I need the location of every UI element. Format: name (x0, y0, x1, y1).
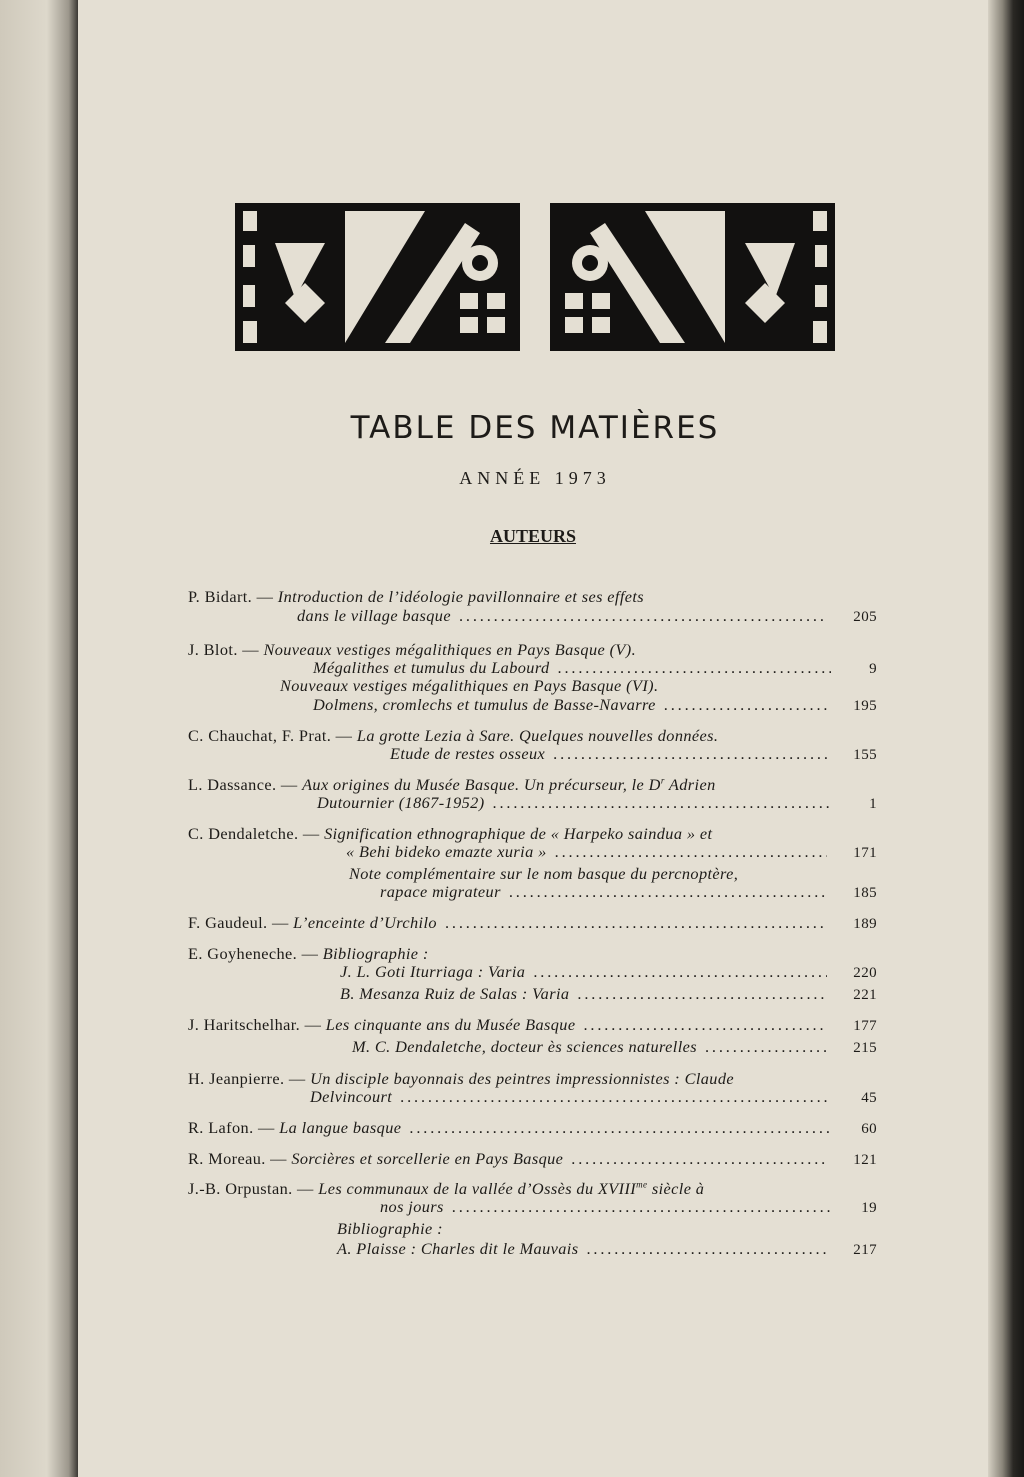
toc-line (380, 882, 877, 902)
article-title: Nouveaux vestiges mégalithiques en Pays Basque (VI). (280, 676, 659, 695)
book-binding-left (0, 0, 78, 1477)
page-number: 19 (861, 1200, 877, 1216)
article-title: siècle à (647, 1179, 705, 1198)
toc-line (188, 1179, 877, 1199)
leader-dots (509, 882, 827, 902)
article-title: La grotte Lezia à Sare. Quelques nouvelles données. (356, 726, 719, 745)
toc-line (313, 658, 877, 678)
toc-line (349, 864, 877, 884)
article-title: La langue basque (279, 1118, 402, 1137)
article-title: A. Plaisse : Charles dit le Mauvais (337, 1239, 579, 1258)
leader-dots (571, 1149, 827, 1169)
article-title: Sorcières et sorcellerie en Pays Basque (291, 1149, 564, 1168)
leader-dots (445, 913, 827, 933)
author: H. Jeanpierre. — (188, 1069, 306, 1088)
toc-line (340, 962, 877, 982)
page-number: 1 (869, 796, 877, 812)
toc-line (188, 726, 877, 746)
page-number: 221 (853, 987, 877, 1003)
toc-line (310, 1087, 877, 1107)
author: C. Dendaletche. — (188, 824, 320, 843)
toc-line (188, 1069, 877, 1089)
toc-line (188, 1149, 877, 1169)
leader-dots (452, 1197, 831, 1217)
leader-dots (409, 1118, 831, 1138)
page-number: 177 (853, 1018, 877, 1034)
year-subtitle: ANNÉE 1973 (459, 468, 611, 488)
article-title: Adrien (664, 775, 716, 794)
toc-line (297, 606, 877, 626)
leader-dots (555, 842, 828, 862)
toc-line (337, 1239, 877, 1259)
page-number: 217 (853, 1242, 877, 1258)
leader-dots (586, 1239, 827, 1259)
article-title: Bibliographie : (337, 1219, 443, 1238)
section-heading: AUTEURS (489, 526, 577, 546)
toc-line (188, 824, 877, 844)
article-title: Un disciple bayonnais des peintres impressionnistes : Claude (310, 1069, 735, 1088)
author: F. Gaudeul. — (188, 913, 289, 932)
toc-line (346, 842, 877, 862)
superscript: r (660, 775, 665, 786)
page-number: 185 (853, 885, 877, 901)
toc-line (390, 744, 877, 764)
toc-line (188, 944, 877, 964)
basque-ornament-icon (235, 203, 835, 351)
page-edge-right (988, 0, 1024, 1477)
article-title: « Behi bideko emazte xuria » (346, 842, 547, 861)
toc-line (188, 1118, 877, 1138)
article-title: Etude de restes osseux (390, 744, 546, 763)
page-number: 205 (853, 609, 877, 625)
toc-line (313, 695, 877, 715)
page-title: TABLE DES MATIÈRES (350, 410, 720, 446)
leader-dots (459, 606, 827, 626)
superscript: me (636, 1179, 648, 1190)
page-number: 195 (853, 698, 877, 714)
author: R. Moreau. — (188, 1149, 287, 1168)
leader-dots (533, 962, 827, 982)
article-title: Les communaux de la vallée d’Ossès du XVIII (318, 1179, 637, 1198)
toc-line (188, 913, 877, 933)
author: E. Goyheneche. — (188, 944, 319, 963)
page-number: 220 (853, 965, 877, 981)
article-title: B. Mesanza Ruiz de Salas : Varia (340, 984, 570, 1003)
leader-dots (583, 1015, 827, 1035)
toc-line (188, 1015, 877, 1035)
article-title: Delvincourt (310, 1087, 393, 1106)
article-title: Mégalithes et tumulus du Labourd (313, 658, 550, 677)
author: C. Chauchat, F. Prat. — (188, 726, 353, 745)
article-title: Nouveaux vestiges mégalithiques en Pays Basque (V). (263, 640, 637, 659)
toc-line (340, 984, 877, 1004)
toc-line (188, 775, 877, 795)
article-title: Note complémentaire sur le nom basque du percnoptère, (349, 864, 739, 883)
leader-dots (664, 695, 828, 715)
article-title: dans le village basque (297, 606, 451, 625)
leader-dots (553, 744, 827, 764)
article-title: Introduction de l’idéologie pavillonnaire et ses effets (277, 587, 645, 606)
page-number: 45 (861, 1090, 877, 1106)
article-title: Dutournier (1867-1952) (317, 793, 485, 812)
author: J. Blot. — (188, 640, 259, 659)
toc-line (317, 793, 877, 813)
toc-line (188, 640, 877, 660)
leader-dots (705, 1037, 827, 1057)
leader-dots (493, 793, 831, 813)
article-title: J. L. Goti Iturriaga : Varia (340, 962, 526, 981)
article-title: nos jours (380, 1197, 444, 1216)
page-number: 155 (853, 747, 877, 763)
toc-line (188, 587, 814, 607)
page-number: 189 (853, 916, 877, 932)
toc-line (352, 1037, 877, 1057)
author: L. Dassance. — (188, 775, 298, 794)
toc-line (337, 1219, 877, 1239)
article-title: Dolmens, cromlechs et tumulus de Basse-Navarre (313, 695, 656, 714)
page-number: 215 (853, 1040, 877, 1056)
leader-dots (558, 658, 831, 678)
toc-line (280, 676, 877, 696)
author: R. Lafon. — (188, 1118, 275, 1137)
leader-dots (400, 1087, 831, 1107)
article-title: Bibliographie : (322, 944, 429, 963)
page-number: 171 (853, 845, 877, 861)
article-title: L’enceinte d’Urchilo (293, 913, 437, 932)
article-title: Aux origines du Musée Basque. Un précurseur, le D (302, 775, 661, 794)
author: J.-B. Orpustan. — (188, 1179, 314, 1198)
page-number: 121 (853, 1152, 877, 1168)
page-number: 60 (861, 1121, 877, 1137)
author: P. Bidart. — (188, 587, 274, 606)
author: J. Haritschelhar. — (188, 1015, 322, 1034)
article-title: Les cinquante ans du Musée Basque (325, 1015, 576, 1034)
leader-dots (577, 984, 827, 1004)
page-number: 9 (869, 661, 877, 677)
article-title: Signification ethnographique de « Harpeko saindua » et (324, 824, 713, 843)
article-title: M. C. Dendaletche, docteur ès sciences naturelles (352, 1037, 697, 1056)
article-title: rapace migrateur (380, 882, 501, 901)
toc-line (380, 1197, 877, 1217)
